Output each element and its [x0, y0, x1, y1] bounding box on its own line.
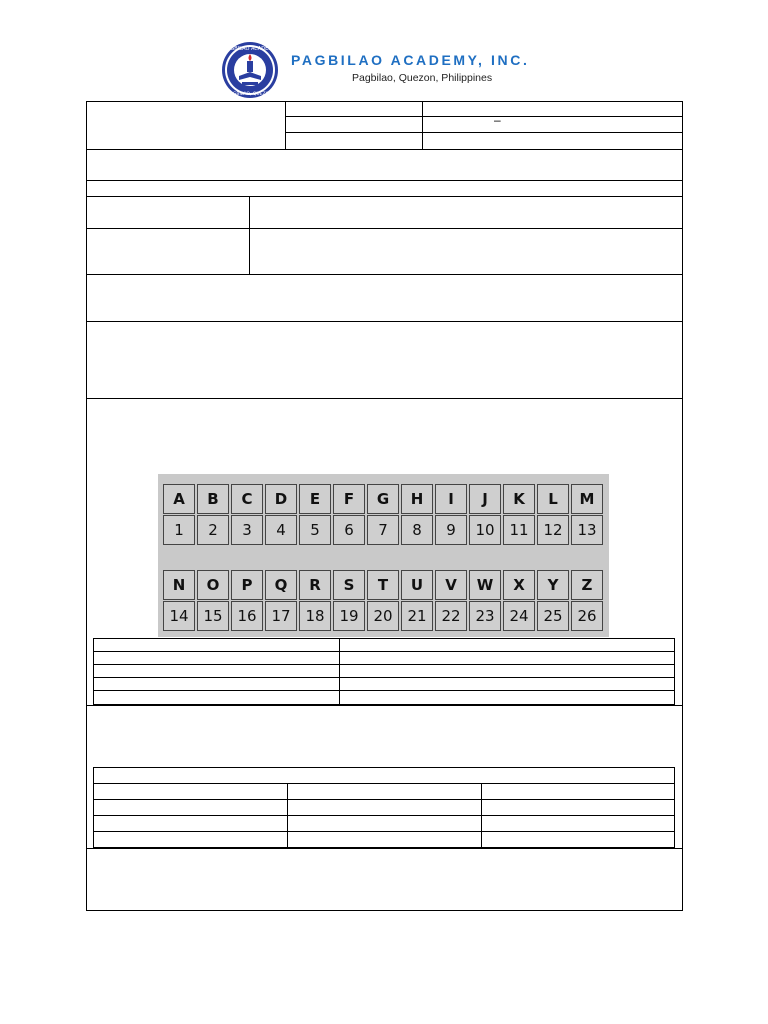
- cipher-letter-cell: E: [299, 484, 331, 514]
- cipher-number-cell: 4: [265, 515, 297, 545]
- cipher-letter-cell: Q: [265, 570, 297, 600]
- cipher-letter-cell: I: [435, 484, 467, 514]
- school-name: PAGBILAO ACADEMY, INC.: [291, 52, 530, 68]
- cipher-number-cell: 15: [197, 601, 229, 631]
- seal-top-text: PAGBILAO ACADEMY: [224, 46, 276, 52]
- info-divider-v2: [422, 101, 423, 149]
- section-line-4: [86, 228, 683, 229]
- answer-table-2-row-3: [93, 815, 675, 816]
- cipher-number-cell: 21: [401, 601, 433, 631]
- answer-table-1-row-2: [93, 664, 675, 665]
- cipher-number-cell: 14: [163, 601, 195, 631]
- info-divider-v1: [285, 101, 286, 149]
- dash-mark: –: [494, 113, 501, 127]
- cipher-number-cell: 20: [367, 601, 399, 631]
- cipher-letter-cell: N: [163, 570, 195, 600]
- answer-table-1-row-4: [93, 690, 675, 691]
- answer-table-2: [93, 767, 675, 848]
- cipher-number-cell: 5: [299, 515, 331, 545]
- cipher-letter-cell: R: [299, 570, 331, 600]
- cipher-letter-cell: G: [367, 484, 399, 514]
- section-line-6: [86, 321, 683, 322]
- cipher-number-cell: 18: [299, 601, 331, 631]
- section-line-2: [86, 180, 683, 181]
- cipher-letter-cell: U: [401, 570, 433, 600]
- cipher-letter-cell: O: [197, 570, 229, 600]
- cipher-number-cell: 23: [469, 601, 501, 631]
- section-line-5: [86, 274, 683, 275]
- cipher-letter-cell: C: [231, 484, 263, 514]
- cipher-number-cell: 16: [231, 601, 263, 631]
- seal-bottom-text: PAGBILAO, QUEZON: [227, 92, 273, 97]
- cipher-letter-cell: T: [367, 570, 399, 600]
- answer-table-2-row-4: [93, 831, 675, 832]
- info-divider-h1: [285, 116, 682, 117]
- cipher-letter-cell: W: [469, 570, 501, 600]
- answer-table-1-col-divider: [339, 638, 340, 705]
- cipher-number-cell: 9: [435, 515, 467, 545]
- answer-table-1-row-3: [93, 677, 675, 678]
- section-line-7: [86, 398, 683, 399]
- answer-table-1: [93, 638, 675, 705]
- section-divider-v: [249, 196, 250, 275]
- cipher-number-cell: 12: [537, 515, 569, 545]
- cipher-number-cell: 10: [469, 515, 501, 545]
- cipher-letter-cell: H: [401, 484, 433, 514]
- info-divider-h2: [285, 132, 682, 133]
- cipher-letter-cell: K: [503, 484, 535, 514]
- cipher-letter-cell: L: [537, 484, 569, 514]
- cipher-letter-cell: D: [265, 484, 297, 514]
- cipher-letter-cell: P: [231, 570, 263, 600]
- cipher-letter-cell: Y: [537, 570, 569, 600]
- school-address: Pagbilao, Quezon, Philippines: [352, 72, 493, 84]
- cipher-number-cell: 26: [571, 601, 603, 631]
- cipher-number-cell: 24: [503, 601, 535, 631]
- cipher-number-cell: 2: [197, 515, 229, 545]
- cipher-number-cell: 1: [163, 515, 195, 545]
- answer-table-2-col-divider-2: [481, 783, 482, 848]
- cipher-letter-cell: S: [333, 570, 365, 600]
- cipher-letter-cell: J: [469, 484, 501, 514]
- answer-table-2-row-2: [93, 799, 675, 800]
- cipher-letter-cell: A: [163, 484, 195, 514]
- cipher-letter-cell: F: [333, 484, 365, 514]
- cipher-number-cell: 13: [571, 515, 603, 545]
- cipher-number-cell: 19: [333, 601, 365, 631]
- answer-table-2-row-1: [93, 783, 675, 784]
- section-line-1: [86, 149, 683, 150]
- section-line-8: [86, 705, 683, 706]
- cipher-number-cell: 11: [503, 515, 535, 545]
- cipher-number-cell: 17: [265, 601, 297, 631]
- cipher-number-cell: 3: [231, 515, 263, 545]
- cipher-number-cell: 22: [435, 601, 467, 631]
- cipher-letter-cell: B: [197, 484, 229, 514]
- answer-table-2-col-divider-1: [287, 783, 288, 848]
- cipher-letter-cell: X: [503, 570, 535, 600]
- cipher-letter-cell: V: [435, 570, 467, 600]
- cipher-number-cell: 8: [401, 515, 433, 545]
- letter-number-cipher-chart: [158, 474, 609, 637]
- cipher-number-cell: 6: [333, 515, 365, 545]
- school-seal-icon: [221, 41, 279, 99]
- cipher-letter-cell: M: [571, 484, 603, 514]
- section-line-9: [86, 848, 683, 849]
- section-line-3: [86, 196, 683, 197]
- cipher-number-cell: 7: [367, 515, 399, 545]
- cipher-number-cell: 25: [537, 601, 569, 631]
- cipher-letter-cell: Z: [571, 570, 603, 600]
- answer-table-1-row-1: [93, 651, 675, 652]
